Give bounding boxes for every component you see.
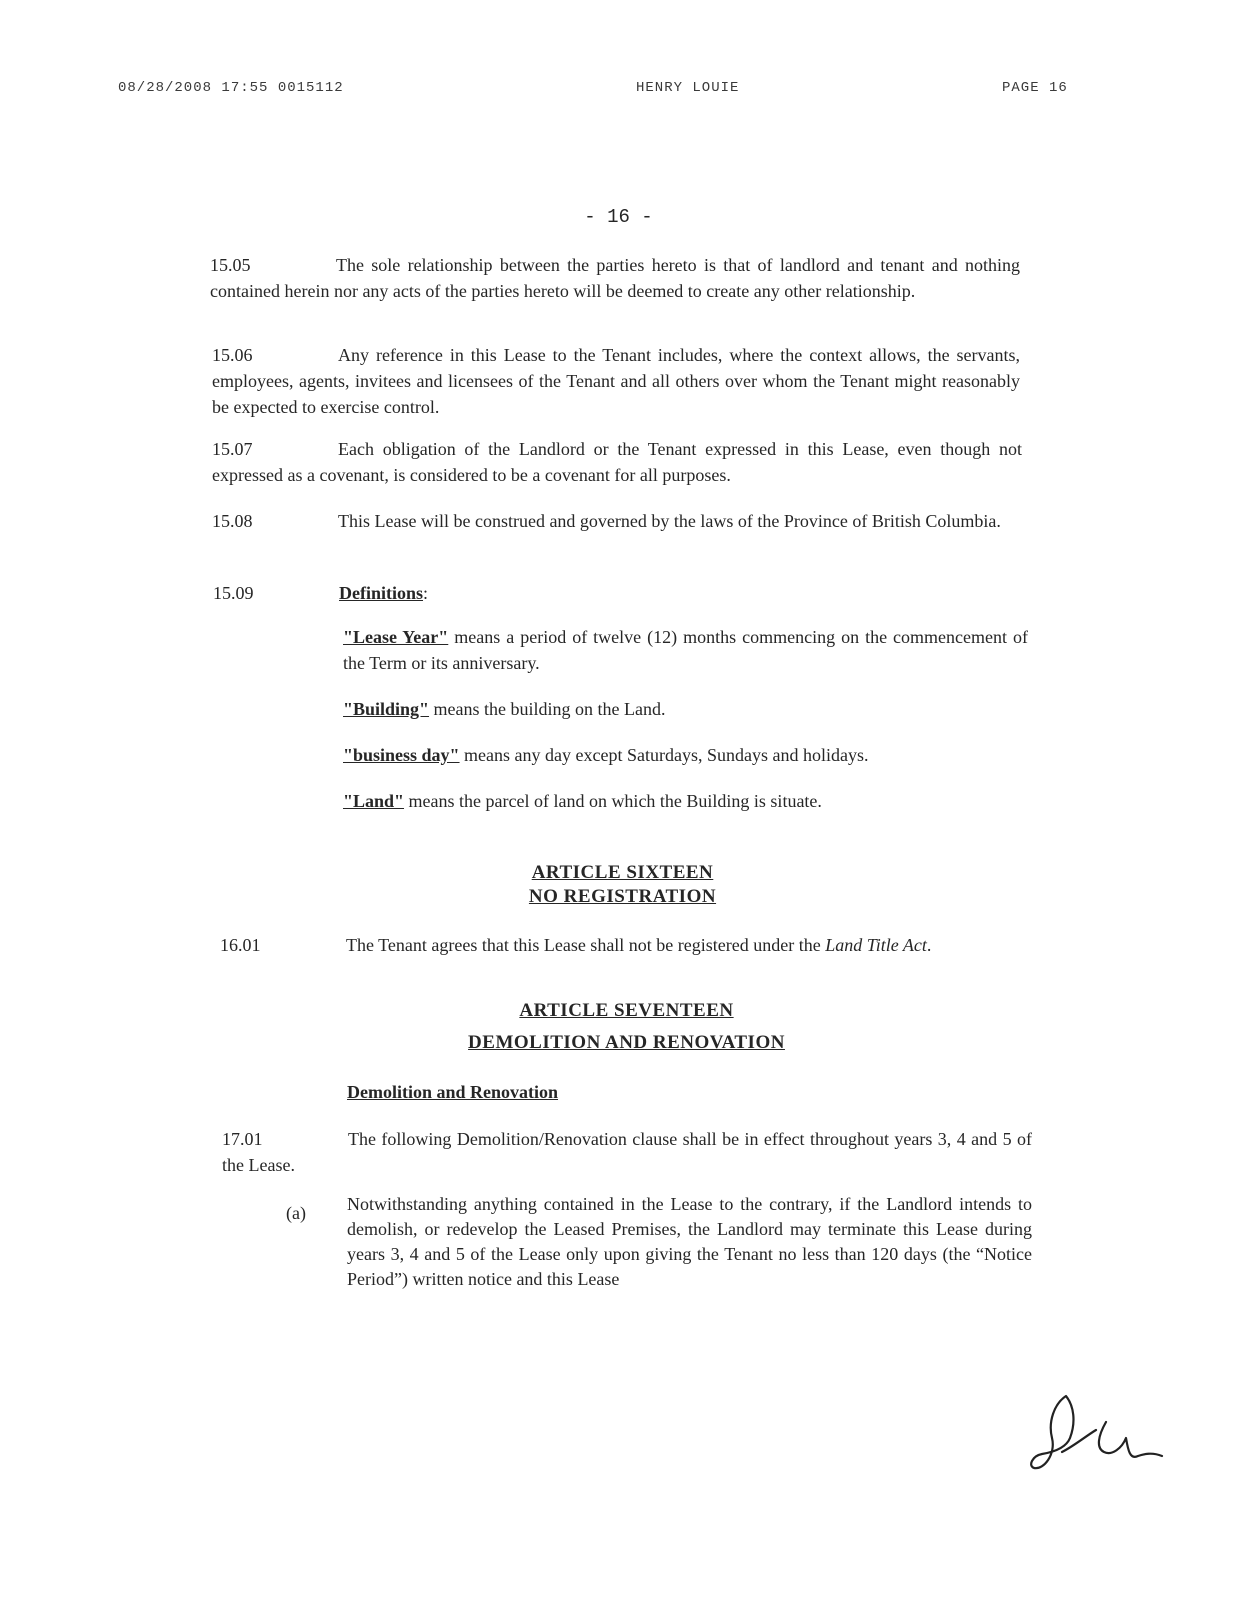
section-text: Each obligation of the Landlord or the Tenant expressed in this Lease, even though not expressed as a covenant, is considered to be a covenant for all purposes.	[212, 439, 1022, 485]
definition-text: means the building on the Land.	[429, 699, 666, 719]
fax-header	[0, 80, 1237, 104]
definition-term: "Building"	[343, 699, 430, 719]
section-16-01	[220, 932, 1020, 958]
definition-land	[343, 788, 1028, 814]
demolition-subheading: Demolition and Renovation	[347, 1082, 559, 1102]
clause-label: (a)	[286, 1203, 306, 1223]
section-number: 17.01	[222, 1129, 263, 1149]
section-15-07	[212, 436, 1022, 488]
definition-text: means the parcel of land on which the Building is situate.	[404, 791, 822, 811]
section-number: 16.01	[220, 935, 261, 955]
definition-business-day	[343, 742, 1028, 768]
definition-term: "Lease Year"	[343, 627, 449, 647]
definitions-heading-colon: :	[423, 583, 429, 603]
article-seventeen-title: ARTICLE SEVENTEEN	[519, 1000, 734, 1021]
section-number: 15.09	[213, 583, 254, 603]
section-text: The sole relationship between the parties hereto is that of landlord and tenant and nothing contained herein nor any acts of the parties hereto will be deemed to create any other relationship.	[210, 255, 1020, 301]
article-sixteen-title: ARTICLE SIXTEEN	[531, 862, 714, 883]
section-17-01-a: Notwithstanding anything contained in the Lease to the contrary, if the Landlord intends to demolish, or redevelop the Leased Premises, the Landlord may terminate this Lease during years 3, 4 and 5 of the Lease only upon giving the Tenant no less than 120 days (the “Notice Period”) written notice and this Lease	[347, 1194, 1032, 1289]
initials-signature	[1026, 1390, 1166, 1480]
definition-building	[343, 696, 1028, 722]
section-number: 15.07	[212, 439, 253, 459]
fax-header-timestamp: 08/28/2008 17:55 0015112	[118, 80, 344, 96]
section-number: 15.06	[212, 345, 253, 365]
section-text: The Tenant agrees that this Lease shall not be registered under the	[346, 935, 826, 955]
fax-header-page: PAGE 16	[1002, 80, 1068, 96]
page-number: - 16 -	[584, 206, 653, 228]
section-15-09	[213, 580, 1023, 606]
fax-header-sender: HENRY LOUIE	[636, 80, 740, 96]
section-15-05	[210, 252, 1020, 304]
definition-term: "Land"	[343, 791, 405, 811]
section-15-06	[212, 342, 1020, 420]
section-number: 15.08	[212, 511, 253, 531]
definition-text: means a period of twelve (12) months commencing on the commencement of the Term or its anniversary.	[343, 627, 1028, 673]
section-text: This Lease will be construed and governed by the laws of the Province of British Columbia.	[338, 511, 1001, 531]
article-seventeen-subtitle: DEMOLITION AND RENOVATION	[468, 1032, 785, 1053]
act-name: Land Title Act	[825, 935, 927, 955]
section-17-01	[222, 1126, 1032, 1178]
section-text: The following Demolition/Renovation clause shall be in effect throughout years 3, 4 and 5 of the Lease.	[222, 1129, 1032, 1175]
section-text: Any reference in this Lease to the Tenant includes, where the context allows, the servants, employees, agents, invitees and licensees of the Tenant and all others over whom the Tenant might reasonably be expected to exercise control.	[212, 345, 1020, 417]
article-sixteen-subtitle: NO REGISTRATION	[528, 886, 717, 907]
section-number: 15.05	[210, 255, 251, 275]
definition-lease-year	[343, 624, 1028, 676]
section-15-08	[212, 508, 1022, 534]
definition-text: means any day except Saturdays, Sundays and holidays.	[459, 745, 869, 765]
section-text-end: .	[926, 935, 932, 955]
definitions-heading: Definitions	[339, 583, 424, 603]
definition-term: "business day"	[343, 745, 460, 765]
